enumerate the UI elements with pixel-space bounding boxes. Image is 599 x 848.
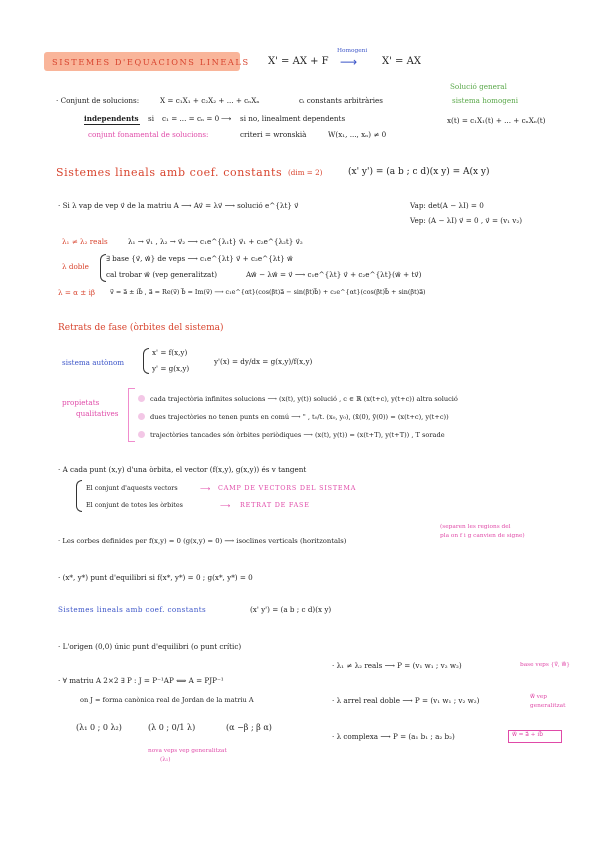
separen-note-1: (separen les regions del bbox=[440, 524, 511, 530]
conjunt-solucions-eq: X = c₁X₁ + c₂X₂ + ... + cₙXₙ bbox=[160, 96, 260, 105]
page-title: SISTEMES D'EQUACIONS LINEALS bbox=[52, 57, 250, 67]
autonom-eq-y: y' = g(x,y) bbox=[152, 364, 190, 373]
autonom-bracket bbox=[143, 348, 149, 374]
corbes-line: · Les corbes definides per f(x,y) = 0 (g(x,y) = 0) ⟶ isoclines verticals (horitzontals) bbox=[58, 537, 347, 545]
propietats-label: propietats bbox=[62, 398, 100, 407]
si-label: si bbox=[148, 114, 154, 123]
case-c-note: w⃗ = a⃗ + ib⃗ bbox=[512, 732, 543, 738]
propietat-3: trajectòries tancades són òrbites periòdiques ⟶ (x(t), y(t)) = (x(t+T), y(t+T)) , T sorade bbox=[150, 431, 445, 439]
equilibri-line: · (x*, y*) punt d'equilibri si f(x*, y*) = 0 ; g(x*, y*) = 0 bbox=[58, 573, 253, 582]
wronskia-eq: W(x₁, ..., xₙ) ≠ 0 bbox=[328, 130, 387, 139]
arrow-icon: ⟶ bbox=[221, 114, 232, 123]
sistema-homogeni-label: sistema homogeni bbox=[452, 96, 519, 105]
case-distinct-real-label: λ₁ ≠ λ₂ reals bbox=[62, 237, 108, 246]
autonom-deriv: y'(x) = dy/dx = g(x,y)/f(x,y) bbox=[214, 357, 313, 366]
case-a-note: base veps {v⃗, w⃗} bbox=[520, 662, 570, 668]
camp-bracket bbox=[76, 480, 82, 512]
case-distinct-real-eq: λ₁ → v⃗₁ , λ₂ → v⃗₂ ⟶ c₁e^{λ₁t} v⃗₁ + c₂e^{λ₂t} v⃗₂ bbox=[128, 237, 303, 246]
camp-value: CAMP DE VECTORS DEL SISTEMA bbox=[218, 484, 357, 492]
header-eq-nonhomogeneous: X' = AX + F bbox=[268, 56, 329, 67]
si-no-label: si no, linealment dependents bbox=[240, 114, 346, 123]
case-double-label: λ doble bbox=[62, 262, 89, 271]
retrat-title: Retrats de fase (òrbites del sistema) bbox=[58, 323, 224, 333]
header-eq-homogeneous: X' = AX bbox=[382, 56, 421, 67]
independents-underline bbox=[84, 124, 140, 125]
propietats-bracket bbox=[128, 388, 135, 442]
retrat-value: RETRAT DE FASE bbox=[240, 501, 310, 509]
jordan-matrix-2: (λ 0 ; 0/1 λ) bbox=[148, 723, 196, 732]
dim-label: (dim = 2) bbox=[288, 168, 323, 177]
vap-eq: Vap: det(A − λI) = 0 bbox=[410, 201, 484, 210]
origen-line: · L'origen (0,0) únic punt d'equilibri (o punt crític) bbox=[58, 642, 242, 651]
cada-punt-line: · A cada punt (x,y) d'una òrbita, el vector (f(x,y), g(x,y)) és v tangent bbox=[58, 465, 307, 474]
retrat-label: El conjunt de totes les òrbites bbox=[86, 501, 183, 509]
conjunt-solucions-label: · Conjunt de solucions: bbox=[56, 96, 140, 105]
case-double-generalized-b: Aw⃗ − λw⃗ = v⃗ ⟶ c₁e^{λt} v⃗ + c₂e^{λt}(w⃗ + tv⃗) bbox=[246, 270, 422, 279]
section3-matrix: (x' y') = (a b ; c d)(x y) bbox=[250, 605, 332, 614]
conjunt-fonamental-label: conjunt fonamental de solucions: bbox=[88, 130, 209, 139]
sistema-autonom-label: sistema autònom bbox=[62, 358, 125, 367]
vep-eq: Vep: (A − λI) v⃗ = 0 , v⃗ = (v₁ v₂) bbox=[410, 216, 523, 225]
independents-label: independents bbox=[84, 114, 139, 123]
jordan-notes: nova veps vep generalitzat bbox=[148, 748, 227, 754]
ci-constants-label: cᵢ constants arbitràries bbox=[299, 96, 383, 105]
criteri-label: criteri = wronskià bbox=[240, 130, 307, 139]
case-double-generalized-a: cal trobar w⃗ (vep generalitzat) bbox=[106, 270, 218, 279]
case-double-base: ∃ base {v⃗, w⃗} de veps ⟶ c₁e^{λt} v⃗ + c₂e^{λt} w⃗ bbox=[106, 254, 293, 263]
arrow-icon: ⟶ bbox=[200, 484, 211, 493]
jordan-notes-2: (λ₁) bbox=[160, 757, 171, 763]
case-c-line: · λ complexa ⟶ P = (a₁ b₁ ; a₂ b₂) bbox=[332, 732, 455, 741]
jordan-matrix-1: (λ₁ 0 ; 0 λ₂) bbox=[76, 723, 122, 732]
autonom-eq-x: x' = f(x,y) bbox=[152, 348, 188, 357]
matriu-line: · ∀ matriu A 2×2 ∃ P : J = P⁻¹AP ⟺ A = PJP⁻¹ bbox=[58, 676, 224, 685]
section3-title: Sistemes lineals amb coef. constants bbox=[58, 605, 207, 614]
camp-label: El conjunt d'aquests vectors bbox=[86, 484, 178, 492]
homogeni-label: Homogeni bbox=[337, 48, 368, 54]
case-a-line: · λ₁ ≠ λ₂ reals ⟶ P = (v₁ w₁ ; v₂ w₂) bbox=[332, 661, 462, 670]
jordan-matrix-3: (α −β ; β α) bbox=[226, 723, 272, 732]
qualitatives-label: qualitatives bbox=[76, 409, 119, 418]
vap-vep-line: · Si λ vap de vep v⃗ de la matriu A ⟶ Av⃗ = λv⃗ ⟶ solució e^{λt} v⃗ bbox=[58, 201, 299, 210]
case-b-note-1: w⃗ vep bbox=[530, 694, 548, 700]
propietat-2: dues trajectòries no tenen punts en comú ⟶ " , t₀/t. (x₀, y₀), (x̃(0), ỹ(0)) = (x(t+c), y(t+c)) bbox=[150, 413, 449, 421]
coef-matrix-eq: (x' y') = (a b ; c d)(x y) = A(x y) bbox=[348, 167, 490, 177]
propietat-1: cada trajectòria infinites solucions ⟶ (x(t), y(t)) solució , c ∈ ℝ (x(t+c), y(t+c)) altra solució bbox=[150, 395, 458, 403]
bullet-icon bbox=[138, 413, 145, 420]
separen-note-2: pla on f i g canvien de signe) bbox=[440, 533, 525, 539]
case-b-line: · λ arrel real doble ⟶ P = (v₁ w₁ ; v₂ w₂) bbox=[332, 696, 480, 705]
jordan-line: on J = forma canònica real de Jordan de la matriu A bbox=[80, 696, 254, 704]
ci-zero: c₁ = ... = cₙ = 0 bbox=[162, 114, 220, 123]
case-complex-label: λ = α ± iβ bbox=[58, 288, 96, 297]
case-b-note-2: generalitzat bbox=[530, 703, 566, 709]
arrow-icon: ⟶ bbox=[220, 501, 231, 510]
case-complex-eq: v⃗ = a⃗ ± ib⃗ , a⃗ = Re(v⃗) b⃗ = Im(v⃗) ⟶ c₁e^{αt}(cos(βt)a⃗ − sin(βt)b⃗) + c₂e^{αt}(cos(βt)b⃗ + sin(βt)a⃗) bbox=[110, 288, 426, 296]
arrow-icon: ⟶ bbox=[340, 55, 358, 69]
bullet-icon bbox=[138, 395, 145, 402]
xt-formula: x(t) = c₁X₁(t) + ... + cₙXₙ(t) bbox=[447, 116, 546, 125]
coef-const-title: Sistemes lineals amb coef. constants bbox=[56, 166, 283, 179]
solucio-general-label: Solució general bbox=[450, 82, 507, 91]
bullet-icon bbox=[138, 431, 145, 438]
